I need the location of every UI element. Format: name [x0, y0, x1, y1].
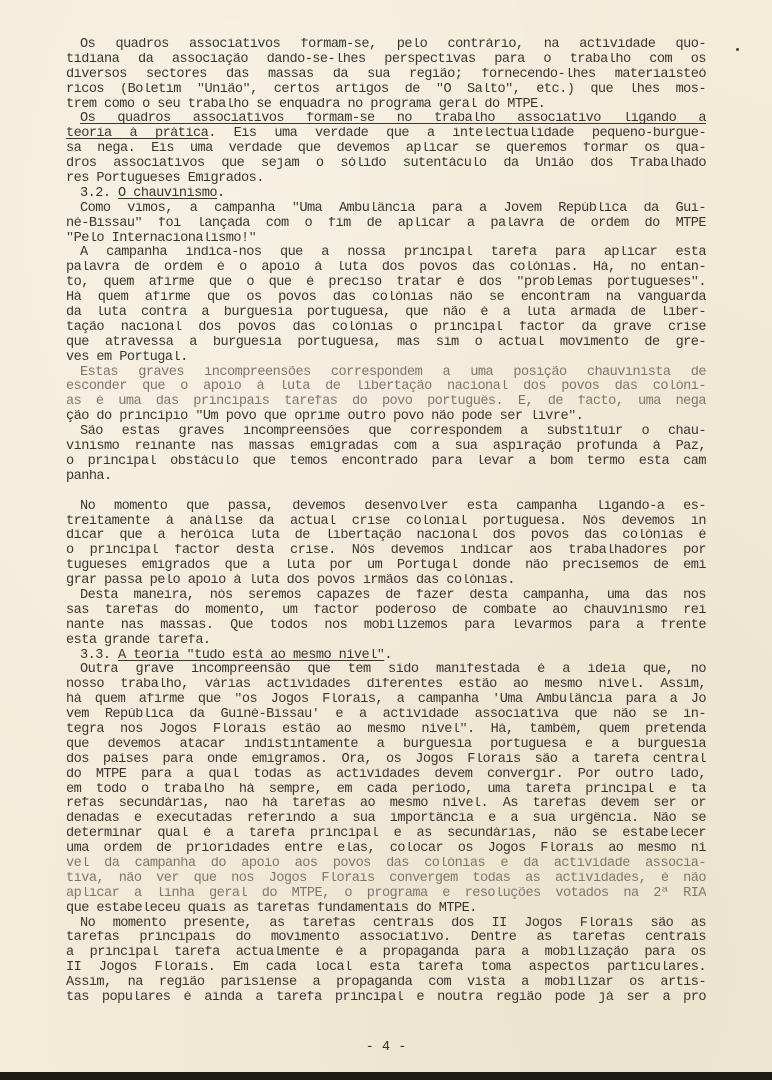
line-text: São estas graves incompreensões que correspondem a substituir o chau-: [80, 425, 706, 440]
line-text: uma ordem de prioridades entre elas, colocar os Jogos Florais ao mesmo ní: [66, 842, 706, 857]
line-text: Estas graves incompreensões correspondem a uma posição chauvinista de: [80, 365, 706, 380]
text-line: [66, 410, 706, 425]
line-text: trem como o seu trabalho se enquadra no programa geral do MTPE.: [66, 97, 546, 112]
text-line: [66, 83, 706, 98]
text-line: [66, 842, 706, 857]
line-text: do MTPE para a qual todas as actividades devem convergir. Por outro lado,: [66, 767, 706, 782]
section-heading-line: [66, 649, 706, 664]
line-text: diversos sectores das massas da sua região; fornecendo-lhes materiaisteó: [66, 67, 706, 82]
line-text: vel da campanha do apoio aos povos das colónias e da actividade associa-: [66, 856, 706, 871]
text-line: [66, 961, 706, 976]
line-text: tarefas principais do movimento associativo. Dentre as tarefas centrais: [66, 931, 706, 946]
line-text: nosso trabalho, várias actividades diferentes estão ao mesmo nível. Assim,: [66, 678, 706, 693]
line-text: Assim, na região parisiense a propaganda com vista a mobilizar os artis-: [66, 976, 706, 991]
text-line: [66, 917, 706, 932]
text-line: [66, 723, 706, 738]
line-text: que devemos atacar indistintamente a burguesia portuguesa e a burguesia: [66, 737, 706, 752]
line-text: que atravessa a burguesia portuguesa, mas sim o actual movimento de gre-: [66, 335, 706, 350]
text-line: [66, 366, 706, 381]
line-text: o principal obstáculo que temos encontrado para levar a bom termo esta cam: [66, 454, 706, 469]
text-line: [66, 38, 706, 53]
line-text: o principal factor desta crise. Nós devemos indicar aos trabalhadores por: [66, 544, 706, 559]
text-line: [66, 53, 706, 68]
text-line: [66, 589, 706, 604]
text-line: [66, 246, 706, 261]
text-line: [66, 753, 706, 768]
line-text: a principal tarefa actualmente é a propaganda para a mobilização para os: [66, 946, 706, 961]
text-line: [66, 544, 706, 559]
line-text: panha.: [66, 469, 112, 484]
line-text: tas populares é ainda a tarefa principal e noutra região pode já ser a pro: [66, 991, 706, 1005]
line-text: refas secundárias, nao há tarefas ao mesmo nível. As tarefas devem ser or: [66, 797, 706, 812]
section-title: O chauvinismo: [118, 186, 217, 201]
text-line: [66, 470, 706, 485]
line-text: nante nas massas. Que todos nos mobilizemos para levarmos para a frente: [66, 618, 706, 633]
section-number: 3.2.: [80, 186, 111, 201]
text-line: [66, 440, 706, 455]
line-text: No momento que passa, devemos desenvolver esta campanha ligando-a es-: [80, 499, 706, 514]
text-line: [66, 455, 706, 470]
line-text: res Portugueses Emigrados.: [66, 172, 264, 187]
text-line: [66, 946, 706, 961]
line-text: dos países para onde emigramos. Ora, os Jogos Florais são a tarefa central: [66, 752, 706, 767]
ink-speck: [736, 48, 739, 51]
text-line: [66, 827, 706, 842]
line-text: em todo o trabalho há sempre, em cada período, uma tarefa principal e ta: [66, 782, 706, 797]
text-line: [66, 172, 706, 187]
section-title: A teoria "tudo está ao mesmo nível": [118, 648, 385, 663]
line-text: grar passa pelo apoio à luta dos povos irmãos das colónias.: [66, 574, 515, 589]
line-text: vem República da Guiné-Bissau' e a actividade associativa que não se in-: [66, 708, 706, 723]
document-body-text: [66, 38, 706, 1006]
text-line: [66, 976, 706, 991]
line-text: palavra de ordem é o apoio à luta dos povos das colónias. Há, no entan-: [66, 261, 706, 276]
line-text: ves em Portugal.: [66, 350, 188, 365]
line-text: . Eis uma verdade que a intelectualidade pequeno-burgue-: [208, 127, 706, 142]
line-text: dros associativos que sejam o sólido sutentáculo da União dos Trabalhado: [66, 157, 706, 172]
text-line: [66, 425, 706, 440]
line-text: Os quadros associativos formam-se no trabalho associativo ligando a: [80, 112, 706, 127]
text-line: [66, 217, 706, 232]
line-text: as é uma das principais tarefas do povo português. É, de facto, uma nega: [66, 395, 706, 410]
line-text: tiva, não ver que nos Jogos Florais convergem todas as actividades, é não: [66, 871, 706, 886]
line-text: No momento presente, as tarefas centrais dos II Jogos Florais são as: [80, 916, 706, 931]
line-text: há quem afirme que "os Jogos Florais, a campanha 'Uma Ambulância para a Jo: [66, 693, 706, 708]
line-text: ção do princípio "Um povo que oprime outro povo não pode ser livre".: [66, 410, 584, 425]
text-line: [66, 276, 706, 291]
text-line: [66, 529, 706, 544]
line-text: esta grande tarefa.: [66, 633, 211, 648]
line-text: determinar qual é a tarefa principal e as secundárias, não se estabelecer: [66, 827, 706, 842]
line-text: tugueses emigrados que a luta por um Portugal donde não precisemos de emi: [66, 559, 706, 574]
text-line: [66, 857, 706, 872]
page-number: - 4 -: [365, 1040, 407, 1055]
text-line: [66, 351, 706, 366]
text-line: [66, 485, 706, 500]
line-text: vinismo reinante nas massas emigradas com a sua aspiração profunda à Paz,: [66, 440, 706, 455]
text-line: [66, 887, 706, 902]
text-line: [66, 68, 706, 83]
text-line: [66, 261, 706, 276]
line-text: aplicar a linha geral do MTPE, o programa e resoluções votados na 2ª RIA: [66, 886, 706, 901]
line-text: esconder que o apoio à luta de libertação nacional dos povos das colóni-: [66, 380, 706, 395]
text-line: [66, 604, 706, 619]
line-text: .: [384, 648, 392, 663]
text-line: [66, 500, 706, 515]
text-line: [66, 291, 706, 306]
line-text: A campanha indica-nos que a nossa principal tarefa para aplicar esta: [80, 246, 706, 261]
text-line: [66, 559, 706, 574]
text-line: [66, 738, 706, 753]
line-text: que estabeleceu quais as tarefas fundamentais do MTPE.: [66, 901, 477, 916]
page-bottom-edge: [0, 1072, 772, 1080]
section-number: 3.3.: [80, 648, 111, 663]
line-text: sa nega. Eis uma verdade que devemos aplicar se queremos formar os qua-: [66, 142, 706, 157]
line-text: denadas e executadas referindo a sua importância e a sua urgência. Não se: [66, 812, 706, 827]
text-line: [66, 336, 706, 351]
section-heading-line: [66, 187, 706, 202]
text-line: [66, 931, 706, 946]
line-text: da luta contra a burguesia portuguesa, que não é a luta armada de liber-: [66, 306, 706, 321]
line-text: treitamente à análise da actual crise colonial portuguesa. Nós devemos in: [66, 514, 706, 529]
line-text: II Jogos Florais. Em cada local esta tarefa toma aspectos particulares.: [66, 961, 706, 976]
line-text: to, quem afirme que o que é preciso tratar é dos "problemas portugueses".: [66, 276, 706, 291]
text-line: [66, 872, 706, 887]
text-line: [66, 380, 706, 395]
text-line: [66, 634, 706, 649]
text-line: [66, 127, 706, 142]
text-line: [66, 708, 706, 723]
text-line: [66, 663, 706, 678]
line-text: "Pelo Internacionalismo!": [66, 231, 257, 246]
text-line: [66, 693, 706, 708]
text-line: [66, 812, 706, 827]
text-line: [66, 202, 706, 217]
line-text: Os quadros associativos formam-se, pelo contrário, na actividade quo-: [80, 38, 706, 52]
text-line: [66, 991, 706, 1006]
text-line: [66, 768, 706, 783]
text-line: [66, 232, 706, 247]
line-text: Desta maneira, nós seremos capazes de fazer desta campanha, uma das nos: [80, 588, 706, 603]
line-text: Como vimos, a campanha "Uma Ambulância para a Jovem República da Gui-: [80, 201, 706, 216]
line-text: tegra nos Jogos Florais estão ao mesmo nível". Há, também, quem pretenda: [66, 722, 706, 737]
line-text: dicar que a heróica luta de libertação nacional dos povos das colónias é: [66, 529, 706, 544]
underlined-phrase: teoria à prática: [66, 127, 209, 142]
line-text: sas tarefas do momento, um factor poderoso de combate ao chauvinismo rei: [66, 603, 706, 618]
text-line: [66, 112, 706, 127]
line-text: tidiana da associação dando-se-lhes perspectivas para o trabalho com os: [66, 52, 706, 67]
text-line: [66, 157, 706, 172]
line-text: .: [216, 186, 225, 201]
text-line: [66, 574, 706, 589]
text-line: [66, 98, 706, 113]
text-line: [66, 797, 706, 812]
text-line: [66, 306, 706, 321]
line-text: Há quem afirme que os povos das colónias não se encontram na vanguarda: [66, 291, 706, 306]
text-line: [66, 902, 706, 917]
line-text: né-Bissau" foi lançada com o fim de aplicar a palavra de ordem do MTPE: [66, 216, 706, 231]
text-line: [66, 142, 706, 157]
line-text: ricos (Boletim "União", certos artigos de "O Salto", etc.) que lhes mos-: [66, 82, 706, 97]
text-line: [66, 783, 706, 798]
text-line: [66, 395, 706, 410]
text-line: [66, 678, 706, 693]
text-line: [66, 619, 706, 634]
line-text: tação nacional dos povos das colónias o principal factor da grave crise: [66, 320, 706, 335]
text-line: [66, 321, 706, 336]
text-line: [66, 515, 706, 530]
line-text: Outra grave incompreensão que tem sido manifestada é a ideia que, no: [80, 663, 706, 678]
